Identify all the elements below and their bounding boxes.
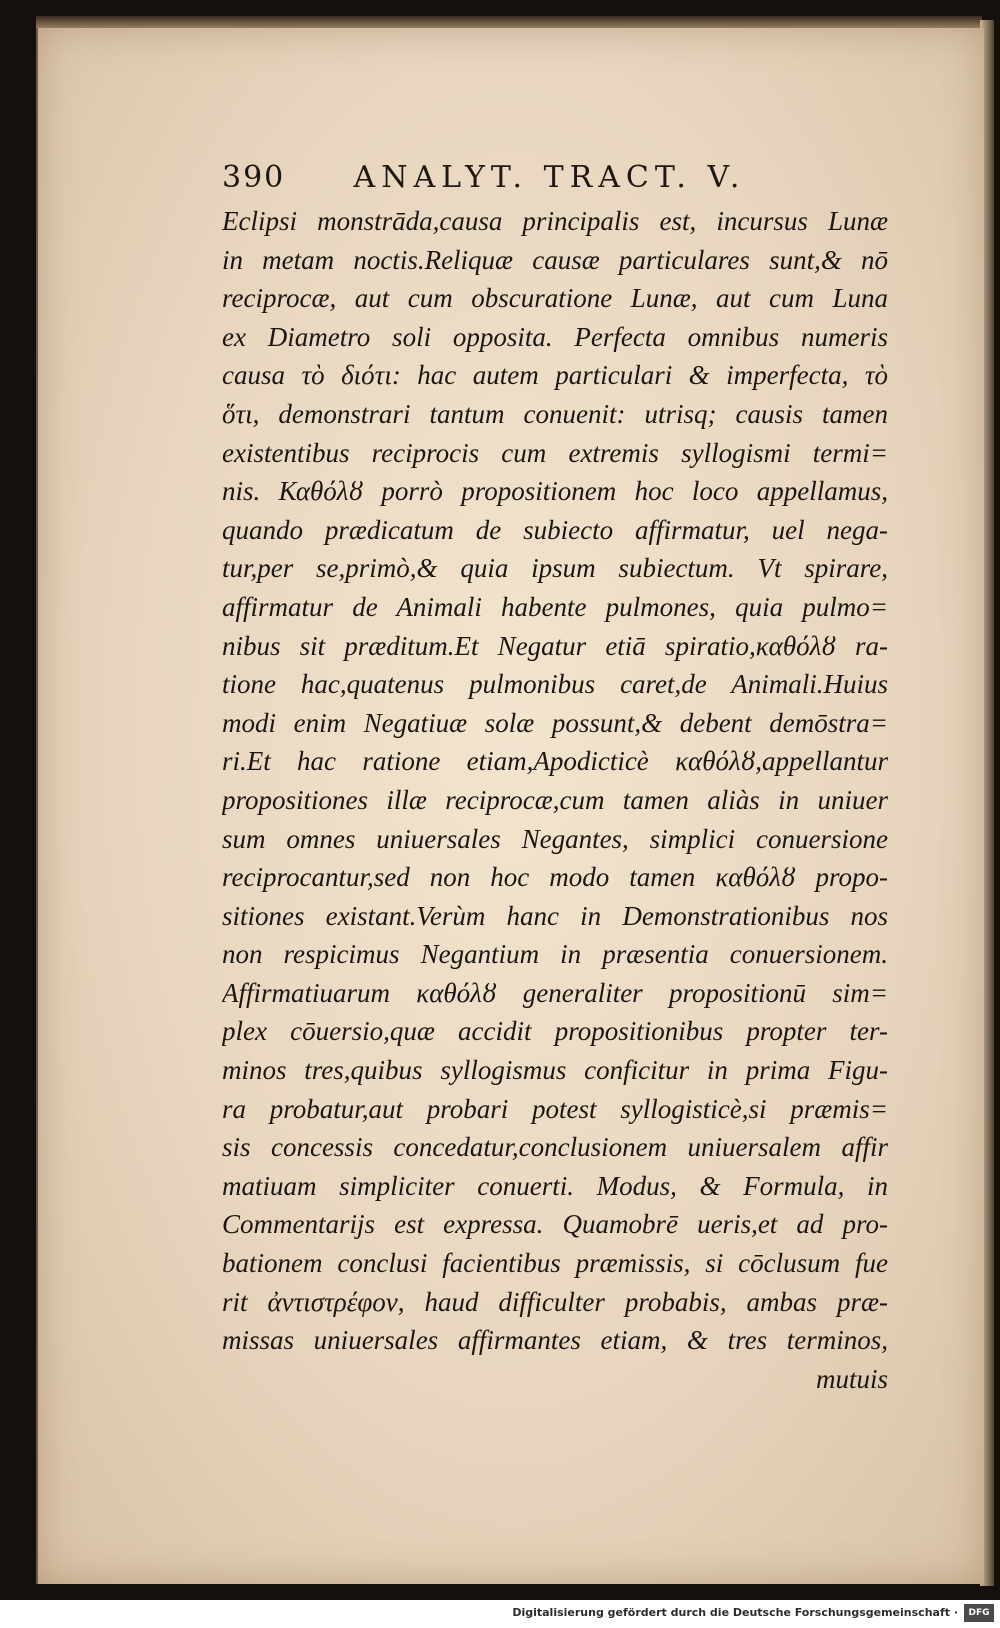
text-line: ex Diametro soli opposita. Perfecta omnibus numeris (222, 321, 888, 352)
digitization-note: Digitalisierung gefördert durch die Deutsche Forschungsgemeinschaft · (512, 1606, 958, 1619)
catchword: mutuis (815, 1363, 888, 1394)
text-line: propositiones illæ reciprocæ,cum tamen aliàs in uniuer (222, 784, 888, 815)
text-line: missas uniuersales affirmantes etiam, & tres terminos, (222, 1325, 888, 1356)
text-block (222, 202, 888, 1398)
text-line: modi enim Negatiuæ solæ possunt,& debent demōstra= (222, 707, 888, 738)
text-line: ὅτι, demonstrari tantum conuenit: utrisq; causis tamen (222, 398, 888, 429)
text-line: plex cōuersio,quæ accidit propositionibus propter ter- (222, 1016, 888, 1047)
running-title: ANALYT. TRACT. V. (353, 160, 746, 195)
text-line: sum omnes uniuersales Negantes, simplici conuersione (222, 823, 888, 854)
text-line: minos tres,quibus syllogismus conficitur in prima Figu- (222, 1055, 888, 1086)
text-line: existentibus reciprocis cum extremis syllogismi termi= (222, 437, 888, 468)
text-line: ri.Et hac ratione etiam,Apodicticè καθόλȣ,appellantur (222, 746, 888, 777)
text-line: Eclipsi monstrāda,causa principalis est, incursus Lunæ (222, 206, 888, 236)
page-number: 390 (222, 160, 286, 195)
text-line: bationem conclusi facientibus præmissis, si cōclusum fue (222, 1248, 888, 1279)
dfg-logo: DFG (964, 1604, 994, 1622)
text-line: nibus sit præditum.Et Negatur etiā spiratio,καθόλȣ ra- (222, 630, 888, 661)
text-line: reciprocantur,sed non hoc modo tamen καθόλȣ propo- (222, 862, 888, 893)
text-line: causa τὸ διότι: hac autem particulari & imperfecta, τὸ (222, 360, 888, 391)
text-line: Commentarijs est expressa. Quamobrē ueris,et ad pro- (222, 1209, 888, 1240)
text-line: tione hac,quatenus pulmonibus caret,de Animali.Huius (222, 669, 888, 700)
running-head (222, 160, 822, 200)
text-line: sis concessis concedatur,conclusionem uniuersalem affir (222, 1132, 888, 1163)
text-line: quando prædicatum de subiecto affirmatur, uel nega- (222, 514, 888, 545)
text-line: reciprocæ, aut cum obscuratione Lunæ, aut cum Luna (222, 283, 888, 314)
text-line: affirmatur de Animali habente pulmones, quia pulmo= (222, 591, 888, 622)
text-line: nis. Καθόλȣ porrò propositionem hoc loco appellamus, (222, 476, 888, 507)
text-line: Affirmatiuarum καθόλȣ generaliter propositionū sim= (222, 977, 888, 1008)
text-line: non respicimus Negantium in præsentia conuersionem. (222, 939, 888, 970)
text-line: in metam noctis.Reliquæ causæ particulares sunt,& nō (222, 244, 888, 275)
text-line: rit ἀντιστρέφον, haud difficulter probabis, ambas præ- (222, 1286, 888, 1317)
text-line: sitiones existant.Verùm hanc in Demonstrationibus nos (222, 900, 888, 931)
text-line: matiuam simpliciter conuerti. Modus, & Formula, in (222, 1170, 888, 1201)
text-line: tur,per se,primò,& quia ipsum subiectum. Vt spirare, (222, 553, 888, 584)
text-line: ra probatur,aut probari potest syllogisticè,si præmis= (222, 1093, 888, 1124)
